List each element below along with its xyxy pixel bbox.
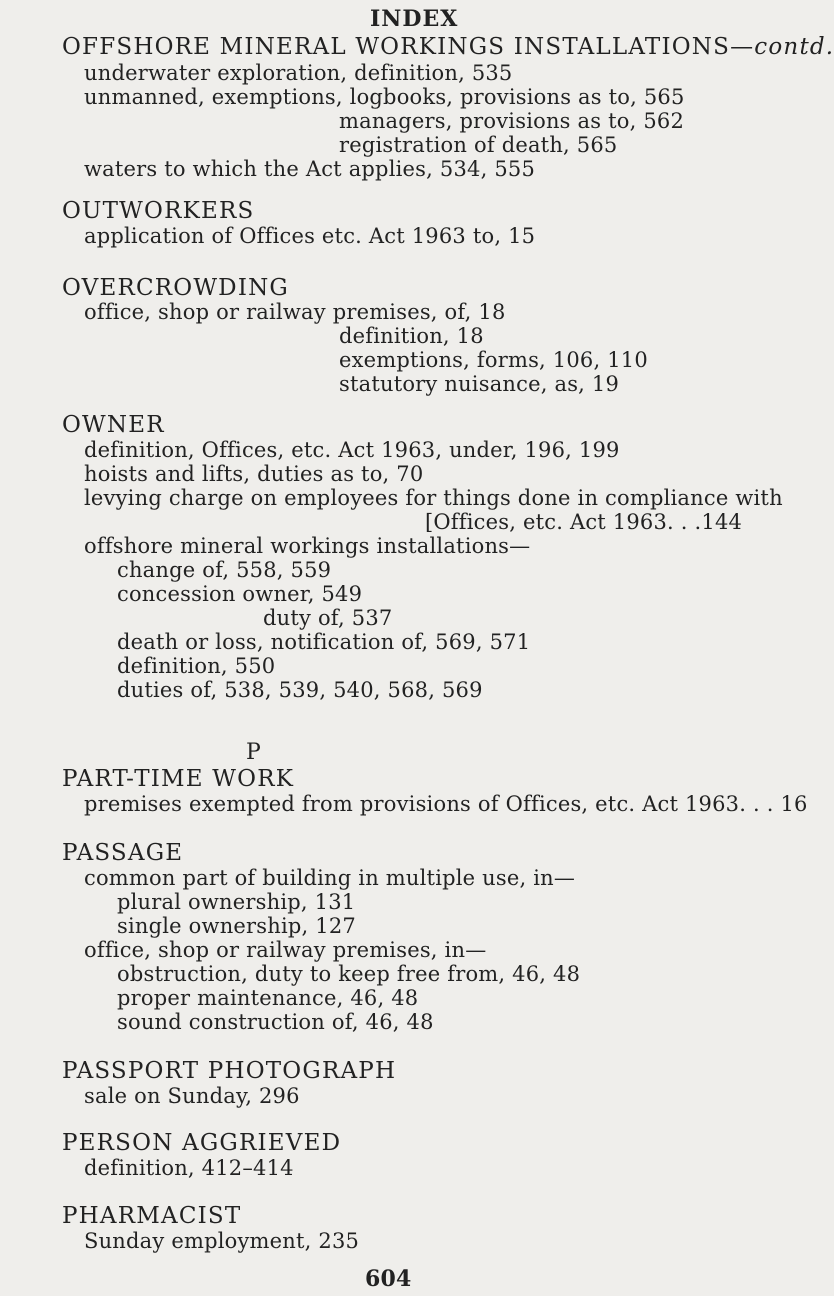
index-entry: levying charge on employees for things done in compliance with xyxy=(84,486,783,510)
index-subentry: plural ownership, 131 xyxy=(117,890,356,914)
index-subentry: proper maintenance, 46, 48 xyxy=(117,986,419,1010)
index-entry: hoists and lifts, duties as to, 70 xyxy=(84,462,424,486)
index-heading: PASSAGE xyxy=(62,840,184,866)
index-subentry: duties of, 538, 539, 540, 568, 569 xyxy=(117,678,483,702)
index-entry: application of Offices etc. Act 1963 to, 15 xyxy=(84,224,536,248)
index-heading: OVERCROWDING xyxy=(62,275,290,301)
index-entry: offshore mineral workings installations— xyxy=(84,534,531,558)
index-entry: unmanned, exemptions, logbooks, provisions as to, 565 xyxy=(84,85,685,109)
page-title: INDEX xyxy=(370,6,459,32)
section-letter: P xyxy=(246,740,262,765)
index-subentry: exemptions, forms, 106, 110 xyxy=(339,348,648,372)
index-heading: OWNER xyxy=(62,412,165,438)
index-subentry: statutory nuisance, as, 19 xyxy=(339,372,620,396)
heading-text: OFFSHORE MINERAL WORKINGS INSTALLATIONS— xyxy=(62,34,755,60)
index-subentry: single ownership, 127 xyxy=(117,914,356,938)
index-subentry: definition, 550 xyxy=(117,654,276,678)
heading-continued: contd. xyxy=(754,34,834,60)
index-entry: office, shop or railway premises, of, 18 xyxy=(84,300,506,324)
page-number: 604 xyxy=(365,1266,412,1292)
index-entry: definition, 412–414 xyxy=(84,1156,294,1180)
index-heading: PHARMACIST xyxy=(62,1203,242,1229)
index-entry: premises exempted from provisions of Offices, etc. Act 1963. . . 16 xyxy=(84,792,808,816)
index-entry: office, shop or railway premises, in— xyxy=(84,938,487,962)
index-subentry: duty of, 537 xyxy=(263,606,393,630)
index-subentry: definition, 18 xyxy=(339,324,484,348)
index-entry: common part of building in multiple use, in— xyxy=(84,866,576,890)
index-entry: Sunday employment, 235 xyxy=(84,1229,360,1253)
index-entry: sale on Sunday, 296 xyxy=(84,1084,300,1108)
index-entry: waters to which the Act applies, 534, 555 xyxy=(84,157,536,181)
index-subentry: concession owner, 549 xyxy=(117,582,363,606)
index-subentry: obstruction, duty to keep free from, 46, 48 xyxy=(117,962,581,986)
index-subentry: registration of death, 565 xyxy=(339,133,618,157)
index-heading: PASSPORT PHOTOGRAPH xyxy=(62,1058,397,1084)
index-subentry: change of, 558, 559 xyxy=(117,558,332,582)
index-heading: OUTWORKERS xyxy=(62,198,255,224)
index-heading: PART-TIME WORK xyxy=(62,766,295,792)
index-heading xyxy=(62,34,834,60)
index-subentry: sound construction of, 46, 48 xyxy=(117,1010,434,1034)
index-subentry: managers, provisions as to, 562 xyxy=(339,109,685,133)
index-heading: PERSON AGGRIEVED xyxy=(62,1130,342,1156)
index-entry: definition, Offices, etc. Act 1963, under, 196, 199 xyxy=(84,438,620,462)
index-entry-runover: [Offices, etc. Act 1963. . .144 xyxy=(425,510,743,534)
index-entry: underwater exploration, definition, 535 xyxy=(84,61,513,85)
index-subentry: death or loss, notification of, 569, 571 xyxy=(117,630,531,654)
